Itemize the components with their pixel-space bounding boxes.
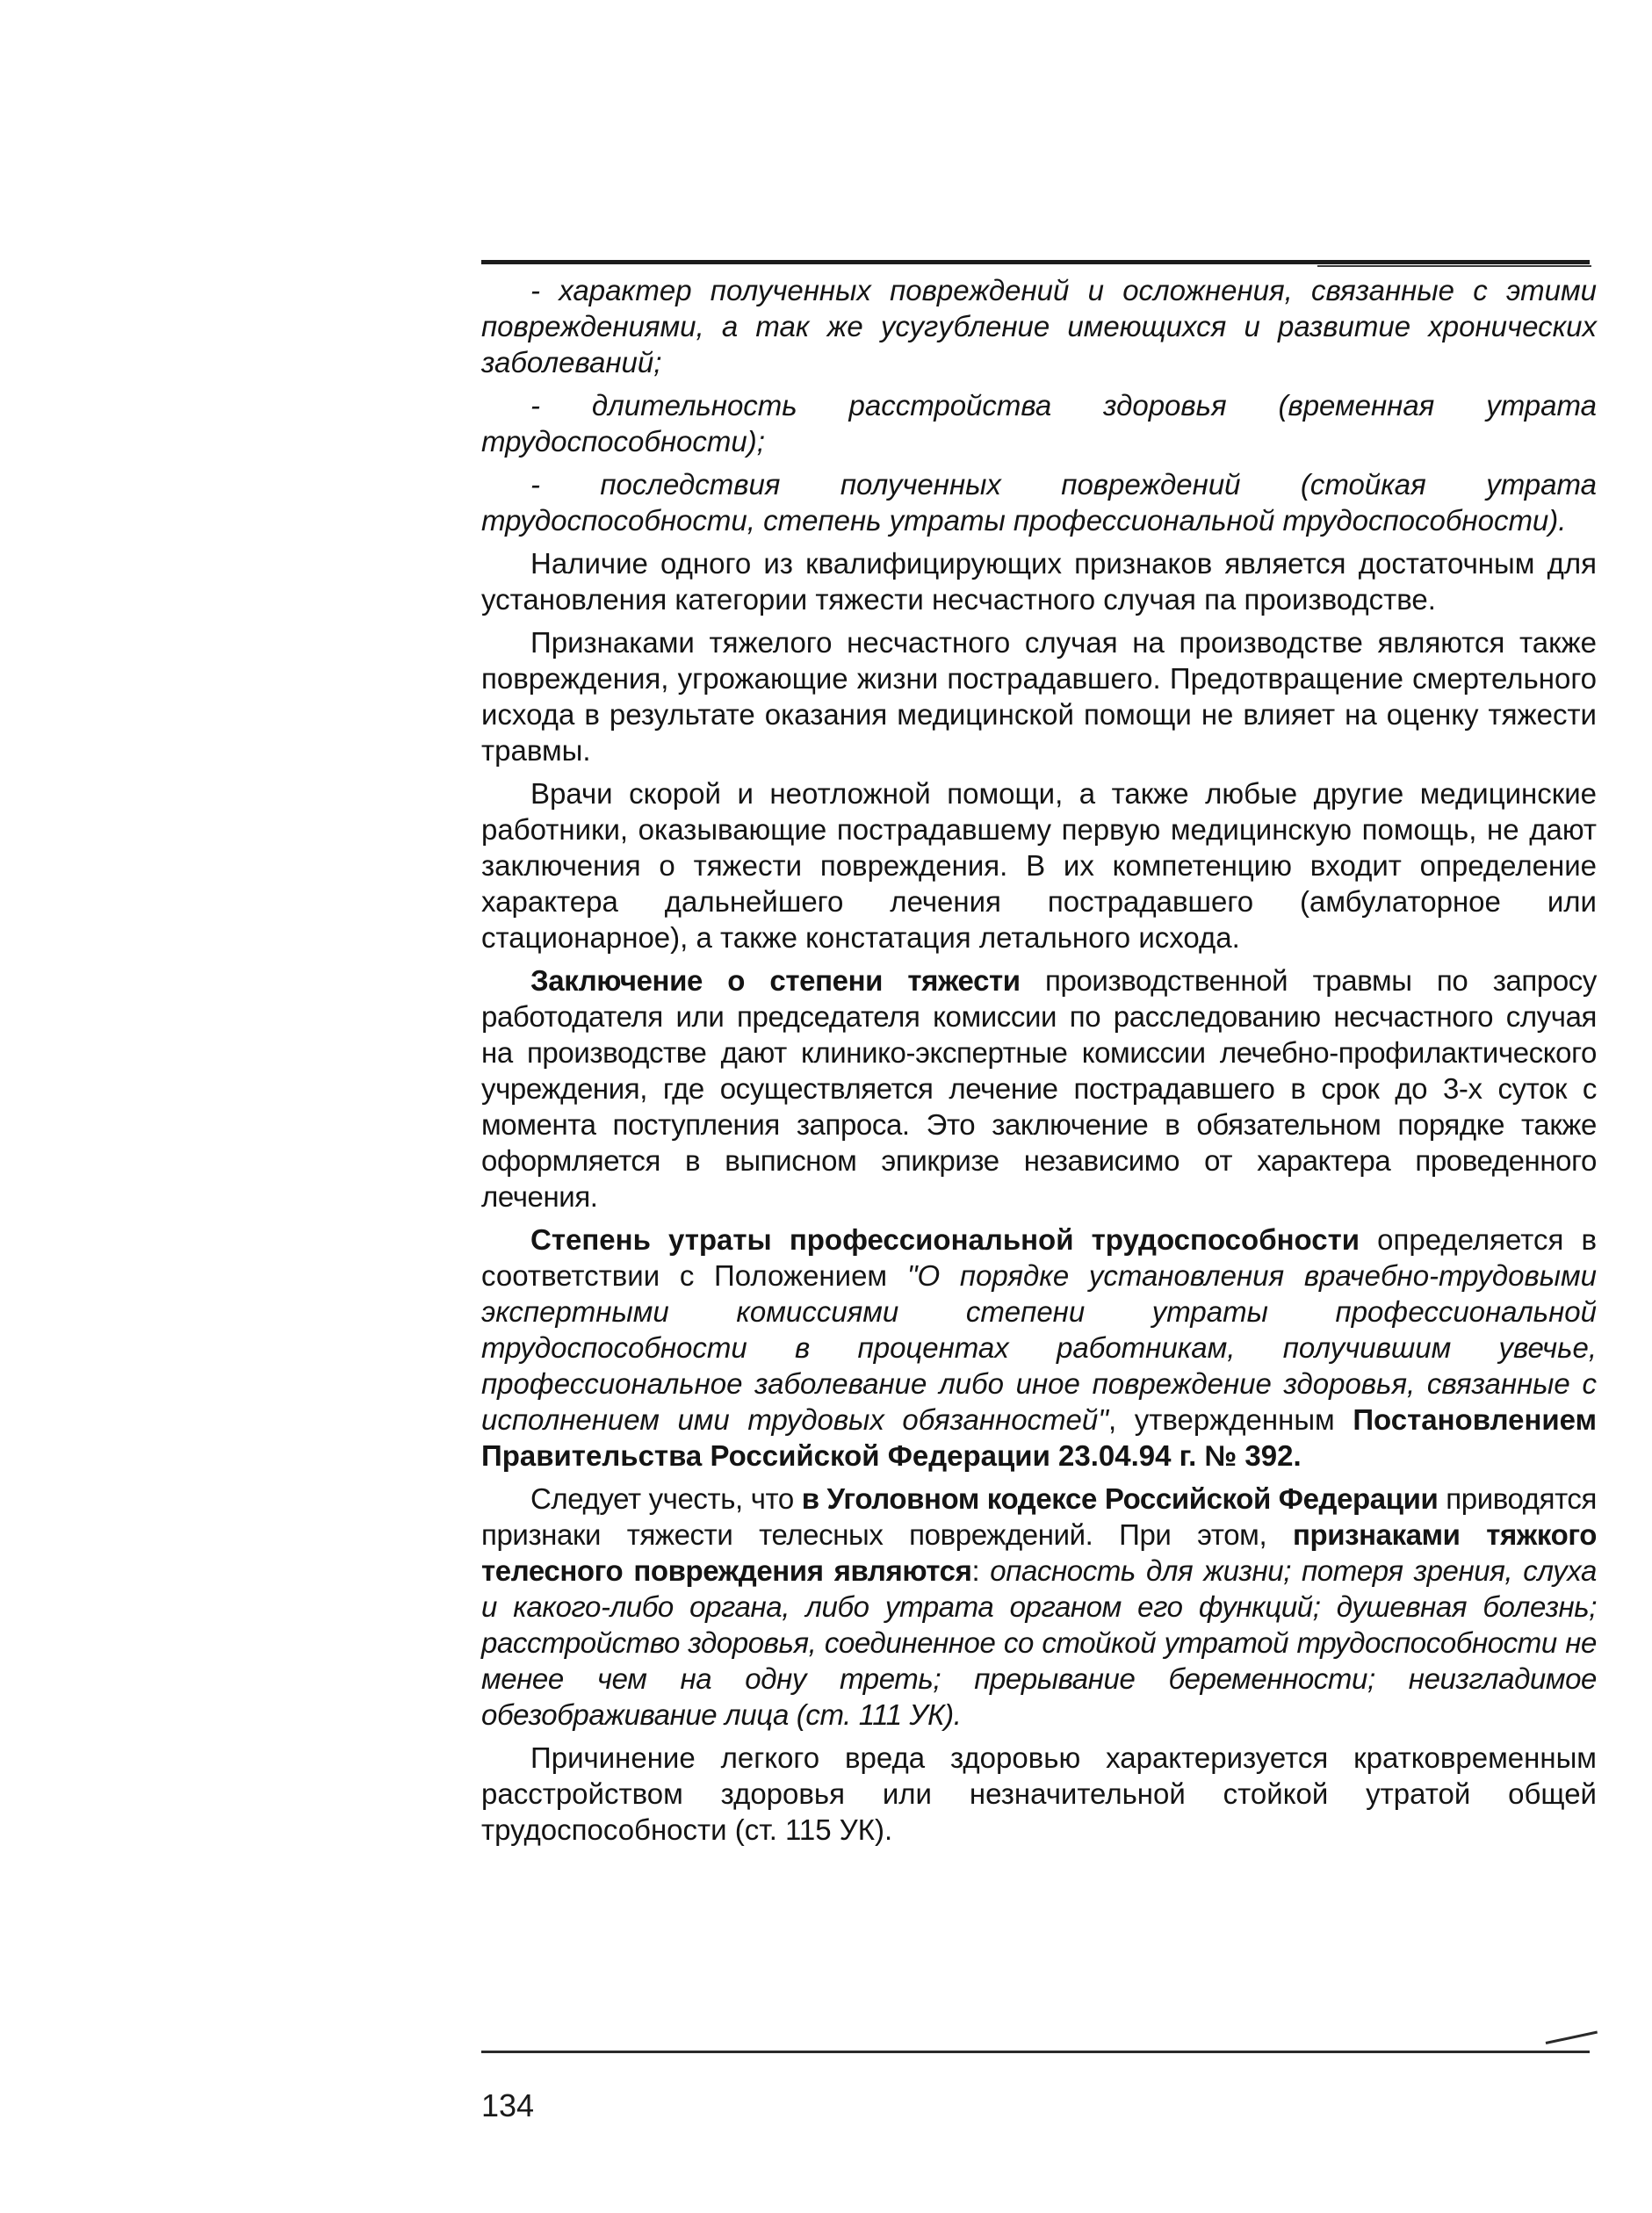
body-text — [481, 272, 1597, 1855]
top-rule-accent — [1317, 265, 1591, 267]
term-criminal-code: в Уголовном кодексе Российской Федерации — [801, 1482, 1439, 1515]
term-grave-injury: признаками тяжкого телесного повреждения являются — [481, 1518, 1598, 1587]
term-disability-degree: Степень утраты профессиональной трудоспособности — [530, 1223, 1360, 1256]
disability-degree-text-2: , утвержденным — [1107, 1403, 1353, 1436]
top-rule — [481, 260, 1590, 264]
page-number: 134 — [481, 2087, 535, 2123]
paragraph-emergency-doctors: Врачи скорой и неотложной помощи, а также любые другие медицинские работники, оказывающие пострадавшему первую медицинскую помощь, не дают заключения о тяжести повреждения. В их компетенцию входит определение характера дальнейшего лечения пострадавшего (амбулаторное или стационарное), а также констатация летального исхода. — [481, 777, 1597, 954]
paragraph-criminal-code — [481, 1481, 1597, 1733]
government-resolution: Постановлением Правительства Российской Федерации 23.04.94 г. № 392. — [481, 1403, 1597, 1472]
paragraph-disability-degree — [481, 1222, 1597, 1474]
list-item: - последствия полученных повреждений (стойкая утрата трудоспособности, степень утраты профессиональной трудоспособности). — [481, 468, 1597, 537]
criminal-code-text-2: приводятся признаки тяжести телесных повреждений. При этом, — [481, 1482, 1597, 1551]
bottom-rule-flourish — [1546, 2031, 1598, 2044]
grave-injury-list: опасность для жизни; потеря зрения, слуха и какого-либо органа, либо утрата органом его функций; душевная болезнь; расстройство здоровья, соединенное со стойкой утратой трудоспособности не менее чем на одну треть; прерывание беременности; неизгладимое обезображивание лица (ст. 111 УК). — [481, 1554, 1597, 1731]
paragraph-qualifying-signs: Наличие одного из квалифицирующих признаков является достаточным для установления категории тяжести несчастного случая па производстве. — [481, 547, 1597, 616]
paragraph-severity-conclusion — [481, 962, 1597, 1215]
criminal-code-text: Следует учесть, что — [530, 1482, 802, 1515]
list-item: - длительность расстройства здоровья (временная утрата трудоспособности); — [481, 389, 1597, 458]
list-item: - характер полученных повреждений и осложнения, связанные с этими повреждениями, а так же усугубление имеющихся и развитие хронических заболеваний; — [481, 274, 1597, 378]
disability-degree-text: определяется в соответствии с Положением — [481, 1223, 1597, 1292]
criminal-code-colon: : — [971, 1554, 991, 1587]
term-severity-conclusion: Заключение о степени тяжести — [530, 964, 1021, 997]
severity-conclusion-text: производственной травмы по запросу работодателя или председателя комиссии по расследованию несчастного случая на производстве дают клинико-экспертные комиссии лечебно-профилактического учреждения, где осуществляется лечение пострадавшего в срок до 3-х суток с момента поступления запроса. Это заключение в обязательном порядке также оформляется в выписном эпикризе независимо от характера проведенного лечения. — [481, 964, 1597, 1213]
bottom-rule — [481, 2051, 1590, 2053]
paragraph-severe-accident: Признаками тяжелого несчастного случая на производстве являются также повреждения, угрожающие жизни пострадавшего. Предотвращение смертельного исхода в результате оказания медицинской помощи не влияет на оценку тяжести травмы. — [481, 626, 1597, 767]
regulation-title: "О порядке установления врачебно-трудовыми экспертными комиссиями степени утраты профессиональной трудоспособности в процентах работникам, получившим увечье, профессиональное заболевание либо иное повреждение здоровья, связанные с исполнением ими трудовых обязанностей" — [481, 1259, 1597, 1436]
paragraph-minor-harm: Причинение легкого вреда здоровью характеризуется кратковременным расстройством здоровья или незначительной стойкой утратой общей трудоспособности (ст. 115 УК). — [481, 1741, 1597, 1846]
